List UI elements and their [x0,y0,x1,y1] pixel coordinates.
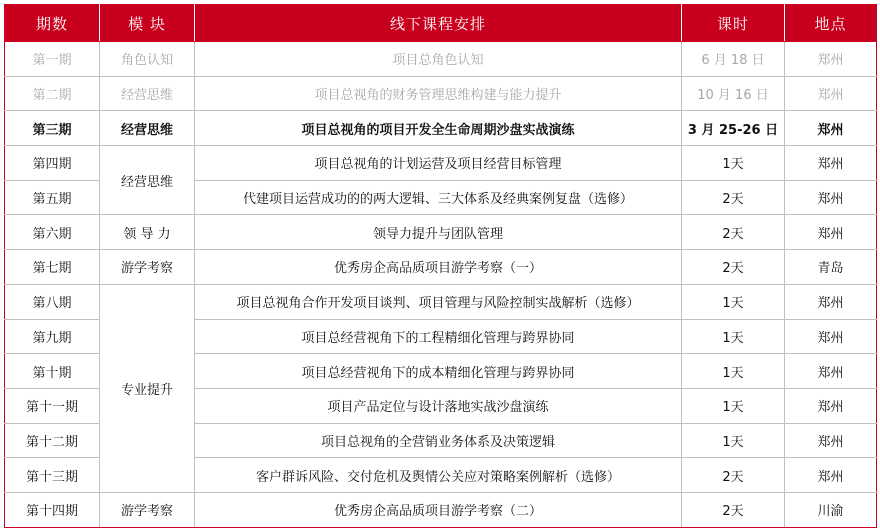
table-row [5,146,877,181]
module-cell: 游学考察 [100,250,195,285]
course-schedule-table [4,4,877,528]
place-cell: 青岛 [785,250,877,285]
period-cell: 第十二期 [5,423,100,458]
course-cell: 项目总视角的计划运营及项目经营目标管理 [195,146,682,181]
hours-cell: 2天 [682,492,785,527]
place-cell: 郑州 [785,284,877,319]
table-row [5,250,877,285]
hours-cell: 6 月 18 日 [682,42,785,77]
hours-cell: 2天 [682,180,785,215]
hours-cell: 1天 [682,388,785,423]
header-period: 期数 [5,5,100,42]
table-row [5,111,877,146]
place-cell: 郑州 [785,319,877,354]
course-cell: 项目总角色认知 [195,42,682,77]
place-cell: 郑州 [785,180,877,215]
place-cell: 郑州 [785,423,877,458]
table-row [5,76,877,111]
period-cell: 第六期 [5,215,100,250]
place-cell: 郑州 [785,76,877,111]
period-cell: 第七期 [5,250,100,285]
period-cell: 第八期 [5,284,100,319]
hours-cell: 1天 [682,146,785,181]
course-cell: 优秀房企高品质项目游学考察（一） [195,250,682,285]
course-cell: 项目总视角的项目开发全生命周期沙盘实战演练 [195,111,682,146]
hours-cell: 1天 [682,319,785,354]
module-cell: 游学考察 [100,492,195,527]
hours-cell: 2天 [682,250,785,285]
period-cell: 第四期 [5,146,100,181]
course-cell: 项目总视角合作开发项目谈判、项目管理与风险控制实战解析（选修） [195,284,682,319]
module-cell: 经营思维 [100,111,195,146]
place-cell: 郑州 [785,146,877,181]
period-cell: 第十一期 [5,388,100,423]
module-cell: 经营思维 [100,76,195,111]
module-cell: 领 导 力 [100,215,195,250]
schedule-container [4,4,876,528]
course-cell: 代建项目运营成功的的两大逻辑、三大体系及经典案例复盘（选修） [195,180,682,215]
period-cell: 第十四期 [5,492,100,527]
course-cell: 项目总经营视角下的成本精细化管理与跨界协同 [195,354,682,389]
course-cell: 项目总经营视角下的工程精细化管理与跨界协同 [195,319,682,354]
course-cell: 项目产品定位与设计落地实战沙盘演练 [195,388,682,423]
table-row [5,284,877,319]
hours-cell: 3 月 25-26 日 [682,111,785,146]
hours-cell: 10 月 16 日 [682,76,785,111]
header-place: 地点 [785,5,877,42]
period-cell: 第九期 [5,319,100,354]
header-course: 线下课程安排 [195,5,682,42]
period-cell: 第三期 [5,111,100,146]
table-row [5,42,877,77]
place-cell: 郑州 [785,215,877,250]
period-cell: 第五期 [5,180,100,215]
period-cell: 第一期 [5,42,100,77]
place-cell: 川渝 [785,492,877,527]
table-row [5,215,877,250]
period-cell: 第二期 [5,76,100,111]
table-header-row [5,5,877,42]
place-cell: 郑州 [785,42,877,77]
place-cell: 郑州 [785,111,877,146]
hours-cell: 2天 [682,215,785,250]
place-cell: 郑州 [785,458,877,493]
hours-cell: 1天 [682,423,785,458]
hours-cell: 2天 [682,458,785,493]
table-row [5,492,877,527]
course-cell: 项目总视角的全营销业务体系及决策逻辑 [195,423,682,458]
module-cell: 专业提升 [100,284,195,492]
course-cell: 领导力提升与团队管理 [195,215,682,250]
module-cell: 经营思维 [100,146,195,215]
hours-cell: 1天 [682,354,785,389]
course-cell: 项目总视角的财务管理思维构建与能力提升 [195,76,682,111]
course-cell: 客户群诉风险、交付危机及舆情公关应对策略案例解析（选修） [195,458,682,493]
header-hours: 课时 [682,5,785,42]
header-module: 模 块 [100,5,195,42]
hours-cell: 1天 [682,284,785,319]
module-cell: 角色认知 [100,42,195,77]
place-cell: 郑州 [785,354,877,389]
period-cell: 第十三期 [5,458,100,493]
period-cell: 第十期 [5,354,100,389]
course-cell: 优秀房企高品质项目游学考察（二） [195,492,682,527]
place-cell: 郑州 [785,388,877,423]
